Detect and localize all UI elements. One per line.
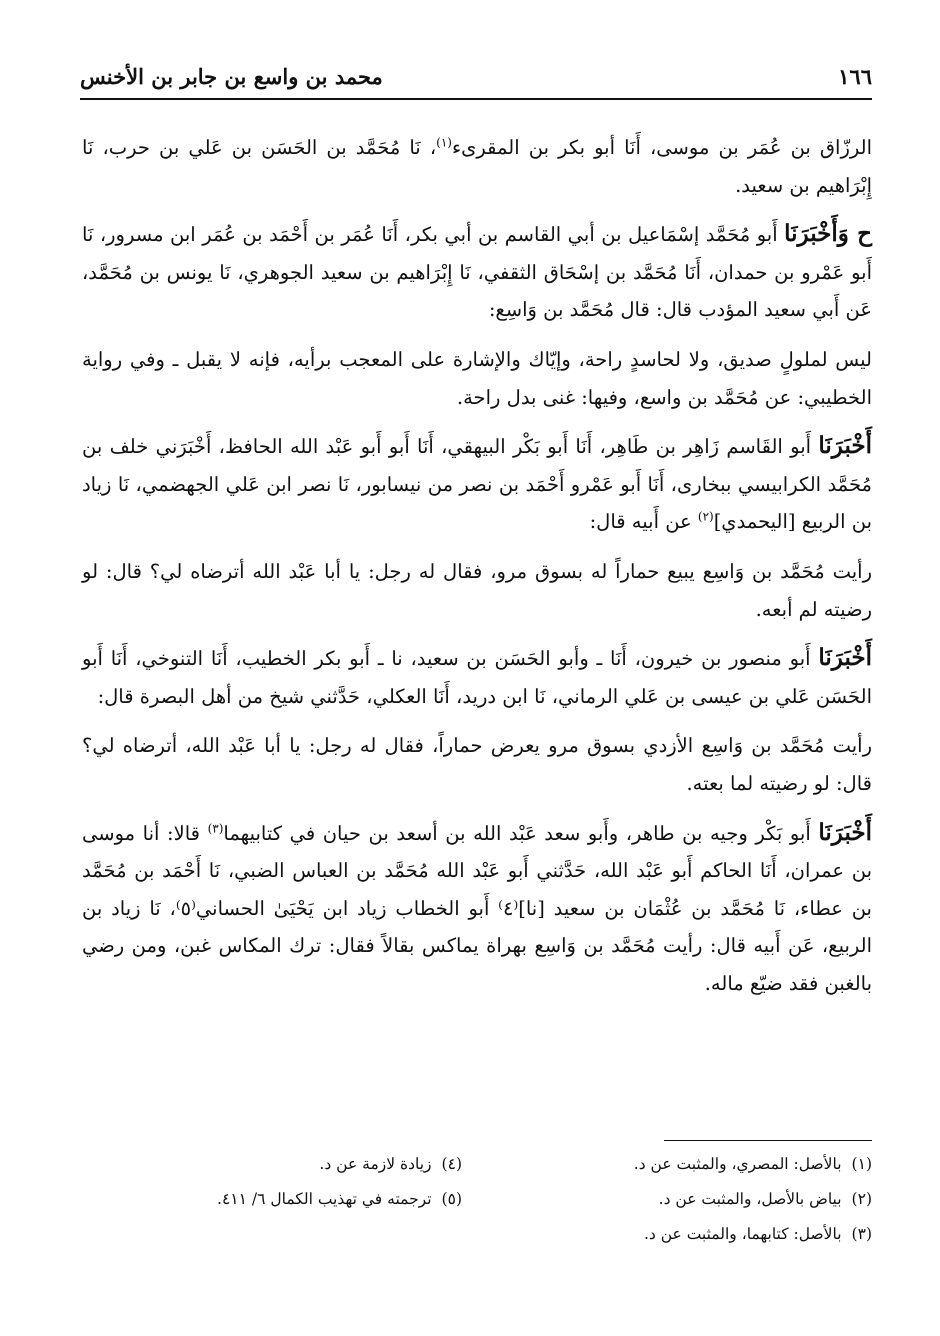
paragraph: أَخْبَرَنَا أَبو القَاسم زَاهِر بن طَاهِر، أَنَا أَبو بَكْر البيهقي، أَنَا أَبو أَبو عَبْد الله الحافظ، أَخْبَرَني خلف بن مُحَمَّد الكرابيسي ببخارى، أَنَا أَبو عَمْرو أَحْمَد بن نصر من نيسابور، نَا نصر ابن عَلي الجهضمي، نَا زياد بن الربيع [اليحمدي]$^{(٢)}$ عن أَبيه قال: — [82, 432, 872, 534]
paragraph: الرزّاق بن عُمَر بن موسى، أَنَا أبو بكر بن المقرىء$^{(١)}$، نَا مُحَمَّد بن الحَسَن بن عَلي بن حرب، نَا إِبْرَاهيم بن سعيد. — [82, 135, 873, 197]
page-number: ١٦٦ — [838, 63, 872, 89]
footnote: (٣)بالأصل: كتابهما، والمثبت عن د. — [643, 1225, 872, 1243]
footnote: (٥)ترجمته في تهذيب الكمال ٦/ ٤١١. — [217, 1190, 462, 1208]
paragraph: ليس لملولٍ صديق، ولا لحاسدٍ راحة، وإيّاك والإشارة على المعجب برأيه، فإنه لا يقبل ـ وفي رواية الخطيبي: عن مُحَمَّد بن واسع، وفيها: غنى بدل راحة. — [82, 347, 872, 409]
footnote-ref: (١) — [436, 135, 452, 150]
paragraph: أَخْبَرَنَا أَبو منصور بن خيرون، أَنَا ـ وأبو الحَسَن بن سعيد، نا ـ أَبو بكر الخطيب، أَنَا التنوخي، أَنَا أَبو الحَسَن عَلي بن عيسى بن عَلي الرماني، نَا ابن دريد، أَنَا العكلي، حَدَّثني شيخ من أهل البصرة قال: — [82, 644, 872, 708]
running-title: محمد بن واسع بن جابر بن الأخنس — [80, 63, 383, 89]
paragraph: رأيت مُحَمَّد بن وَاسِع يبيع حماراً له بسوق مرو، فقال له رجل: يا أبا عَبْد الله أترضاه لي؟ قال: لو رضيته لم أبعه. — [82, 559, 872, 621]
footnote: (٢)بياض بالأصل، والمثبت عن د. — [658, 1190, 872, 1208]
footnote: (٤)زيادة لازمة عن د. — [319, 1155, 462, 1173]
main-text — [82, 128, 872, 1013]
paragraph: أَخْبَرَنَا أَبو بَكْر وجيه بن طاهر، وأَبو سعد عَبْد الله بن أسعد بن حيان في كتابيهما$^{(٣)}$ قالا: أنا موسى بن عمران، أَنَا الحاكم أَبو عَبْد الله، حَدَّثني أَبو عَبْد الله مُحَمَّد بن العباس الضبي، نَا أَحْمَد بن مُحَمَّد بن عطاء، نَا مُحَمَّد بن عُثْمَان بن سعيد [نا]⁽٤⁾ أَبو الخطاب زياد ابن يَحْيَىٰ الحساني⁽٥⁾، نَا زياد بن الربيع، عَن أَبيه قال: رأيت مُحَمَّد بن وَاسِع بهراة يماكس بقالاً فقال: ترك المكاس غبن، ومن رضي بالغبن فقد ضيّع ماله. — [82, 818, 872, 995]
running-head — [80, 58, 872, 94]
paragraph: رأيت مُحَمَّد بن وَاسِع الأزدي بسوق مرو يعرض حماراً، فقال له رجل: يا أبا عَبْد الله، أترضاه لي؟ قال: لو رضيته لما بعته. — [82, 734, 872, 795]
header-rule — [80, 98, 872, 100]
footnote-ref: (٣) — [207, 821, 224, 835]
footnote-rule — [664, 1140, 872, 1141]
footnote-ref: (٢) — [697, 509, 714, 524]
paragraph: ح وَأَخْبَرَنَا أَبو مُحَمَّد إسْمَاعيل بن أبي القاسم بن أبي بكر، أَنَا عُمَر بن أَحْمَد بن عُمَر ابن مسرور، نَا أَبو عَمْرو بن حمدان، أَنَا مُحَمَّد بن إسْحَاق الثقفي، نَا إِبْرَاهيم بن سعيد الجوهري، نَا يونس بن مُحَمَّد، عَن أَبي سعيد المؤدب قال: قال مُحَمَّد بن وَاسِع: — [82, 220, 872, 322]
footnote: (١)بالأصل: المصري، والمثبت عن د. — [633, 1155, 872, 1173]
